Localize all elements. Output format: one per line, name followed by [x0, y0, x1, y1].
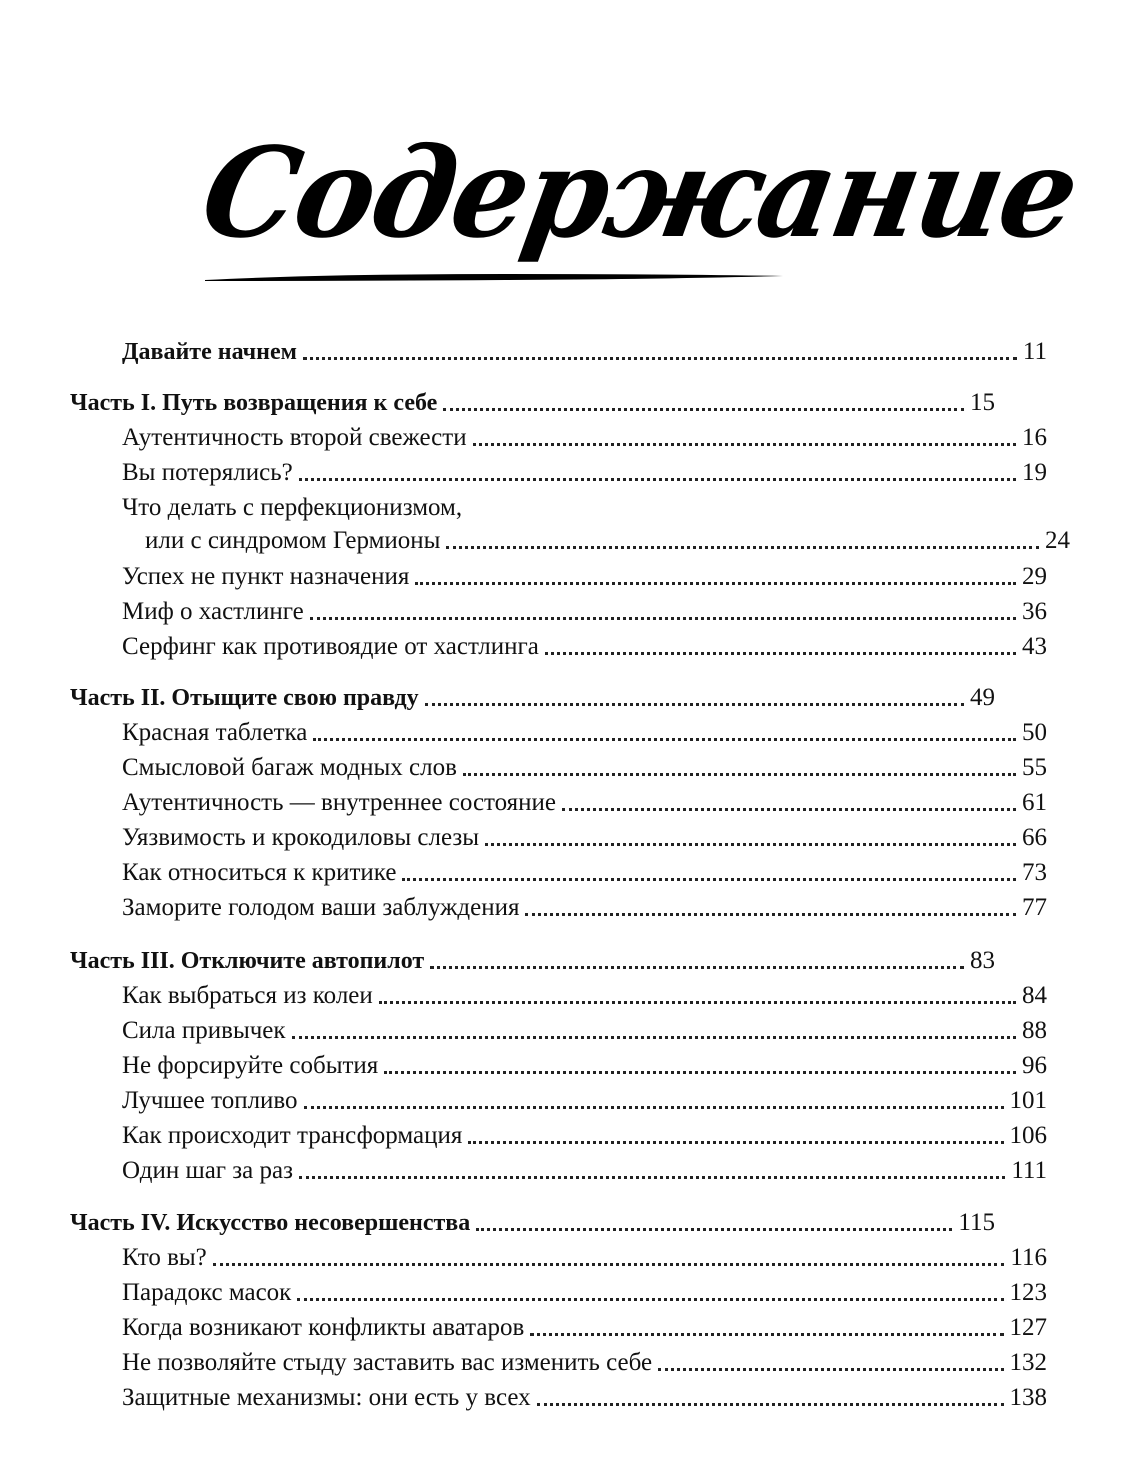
- toc-chapter[interactable]: [0, 1117, 1122, 1151]
- toc-part-2[interactable]: [0, 679, 1070, 713]
- dot-leader: [443, 408, 964, 411]
- page-number: 127: [1009, 1314, 1047, 1341]
- page-number: 132: [1009, 1349, 1047, 1376]
- toc-chapter-label: Лучшее топливо: [122, 1086, 304, 1116]
- page-number: 55: [1022, 754, 1047, 781]
- dot-leader: [299, 478, 1016, 481]
- dot-leader: [402, 878, 1016, 881]
- dot-leader: [476, 1228, 952, 1231]
- toc-entry-label: Давайте начнем: [122, 337, 303, 367]
- dot-leader: [384, 1071, 1016, 1074]
- page-number: 101: [1009, 1087, 1047, 1114]
- dot-leader: [379, 1001, 1016, 1004]
- dot-leader: [213, 1263, 1005, 1266]
- page-number: 111: [1011, 1157, 1047, 1184]
- toc-chapter-label: Серфинг как противоядие от хастлинга: [122, 632, 545, 662]
- dot-leader: [545, 652, 1016, 655]
- toc-chapter[interactable]: [0, 558, 1122, 592]
- toc-chapter-label: или с синдромом Гермионы: [145, 526, 446, 556]
- toc-chapter-label: Вы потерялись?: [122, 458, 299, 488]
- toc-chapter[interactable]: [0, 749, 1122, 783]
- dot-leader: [430, 966, 964, 969]
- toc-part-4[interactable]: [0, 1204, 1070, 1238]
- page-number: 19: [1022, 459, 1047, 486]
- toc-entry-intro[interactable]: [0, 333, 1122, 367]
- toc-chapter-label: Как выбраться из колеи: [122, 981, 379, 1011]
- toc-chapter[interactable]: [0, 889, 1122, 923]
- dot-leader: [658, 1368, 1003, 1371]
- dot-leader: [468, 1141, 1003, 1144]
- dot-leader: [310, 617, 1016, 620]
- dot-leader: [313, 738, 1016, 741]
- toc-chapter[interactable]: [0, 454, 1122, 488]
- dot-leader: [537, 1403, 1004, 1406]
- toc-chapter[interactable]: [0, 1239, 1122, 1273]
- dot-leader: [562, 808, 1016, 811]
- page-number: 84: [1022, 982, 1047, 1009]
- page-number: 11: [1022, 338, 1047, 365]
- toc-chapter-label: Успех не пункт назначения: [122, 562, 415, 592]
- toc-chapter[interactable]: [0, 628, 1122, 662]
- toc-chapter[interactable]: [0, 1344, 1122, 1378]
- toc-chapter-label: Заморите голодом ваши заблуждения: [122, 893, 525, 923]
- toc-chapter-label: Смысловой багаж модных слов: [122, 753, 463, 783]
- page-number: 29: [1022, 563, 1047, 590]
- dot-leader: [485, 843, 1016, 846]
- toc-chapter-label: Что делать с перфекционизмом,: [122, 493, 468, 523]
- toc-chapter[interactable]: [0, 593, 1122, 627]
- toc-part-label: Часть III. Отключите автопилот: [70, 946, 430, 976]
- toc-chapter-label: Не форсируйте события: [122, 1051, 384, 1081]
- toc-chapter[interactable]: [0, 1152, 1122, 1186]
- toc-chapter[interactable]: [0, 714, 1122, 748]
- page-number: 50: [1022, 719, 1047, 746]
- toc-chapter[interactable]: [0, 522, 1145, 556]
- page-number: 61: [1022, 789, 1047, 816]
- dot-leader: [446, 546, 1039, 549]
- toc-chapter[interactable]: [0, 1082, 1122, 1116]
- toc-chapter[interactable]: [0, 819, 1122, 853]
- toc-chapter-label: Миф о хастлинге: [122, 597, 310, 627]
- dot-leader: [425, 703, 964, 706]
- toc-chapter-label: Аутентичность второй свежести: [122, 423, 473, 453]
- toc-chapter-label: Сила привычек: [122, 1016, 292, 1046]
- toc-part-3[interactable]: [0, 942, 1070, 976]
- page-number: 116: [1010, 1244, 1047, 1271]
- dot-leader: [463, 773, 1016, 776]
- dot-leader: [299, 1176, 1005, 1179]
- page-number: 66: [1022, 824, 1047, 851]
- toc-chapter-label: Как происходит трансформация: [122, 1121, 468, 1151]
- dot-leader: [304, 1106, 1004, 1109]
- dot-leader: [297, 1298, 1003, 1301]
- page-number: 106: [1009, 1122, 1047, 1149]
- toc-chapter-label: Как относиться к критике: [122, 858, 402, 888]
- toc-chapter-label: Кто вы?: [122, 1243, 213, 1273]
- toc-chapter-line1[interactable]: [0, 489, 1122, 523]
- page-number: 16: [1022, 424, 1047, 451]
- page-number: 96: [1022, 1052, 1047, 1079]
- page-number: 49: [970, 684, 995, 711]
- page-number: 43: [1022, 633, 1047, 660]
- toc-chapter[interactable]: [0, 1309, 1122, 1343]
- toc-part-label: Часть IV. Искусство несовершенства: [70, 1208, 476, 1238]
- page-number: 73: [1022, 859, 1047, 886]
- toc-chapter[interactable]: [0, 784, 1122, 818]
- page-number: 24: [1045, 527, 1070, 554]
- dot-leader: [530, 1333, 1003, 1336]
- toc-part-label: Часть II. Отыщите свою правду: [70, 683, 425, 713]
- toc-chapter-label: Парадокс масок: [122, 1278, 297, 1308]
- toc-chapter[interactable]: [0, 1047, 1122, 1081]
- toc-chapter[interactable]: [0, 1012, 1122, 1046]
- toc-chapter-label: Не позволяйте стыду заставить вас изменить себе: [122, 1348, 658, 1378]
- toc-chapter-label: Уязвимость и крокодиловы слезы: [122, 823, 485, 853]
- toc-chapter-label: Красная таблетка: [122, 718, 313, 748]
- dot-leader: [292, 1036, 1016, 1039]
- page-number: 77: [1022, 894, 1047, 921]
- toc-part-1[interactable]: [0, 384, 1070, 418]
- toc-chapter-label: Аутентичность — внутреннее состояние: [122, 788, 562, 818]
- page-number: 138: [1009, 1384, 1047, 1411]
- toc-chapter[interactable]: [0, 977, 1122, 1011]
- toc-chapter-label: Защитные механизмы: они есть у всех: [122, 1383, 537, 1413]
- toc-chapter[interactable]: [0, 854, 1122, 888]
- toc-chapter[interactable]: [0, 1379, 1122, 1413]
- title-underline: [205, 270, 783, 284]
- page-number: 115: [958, 1209, 995, 1236]
- page-number: 123: [1009, 1279, 1047, 1306]
- dot-leader: [525, 913, 1016, 916]
- page-number: 15: [970, 389, 995, 416]
- page-title: Содержание: [192, 119, 1088, 266]
- page-number: 83: [970, 947, 995, 974]
- toc-chapter-label: Когда возникают конфликты аватаров: [122, 1313, 530, 1343]
- toc-chapter-label: Один шаг за раз: [122, 1156, 299, 1186]
- toc-part-label: Часть I. Путь возвращения к себе: [70, 388, 443, 418]
- page-number: 88: [1022, 1017, 1047, 1044]
- page-number: 36: [1022, 598, 1047, 625]
- dot-leader: [415, 582, 1016, 585]
- toc-chapter[interactable]: [0, 419, 1122, 453]
- dot-leader: [473, 443, 1016, 446]
- toc-chapter[interactable]: [0, 1274, 1122, 1308]
- dot-leader: [303, 357, 1017, 360]
